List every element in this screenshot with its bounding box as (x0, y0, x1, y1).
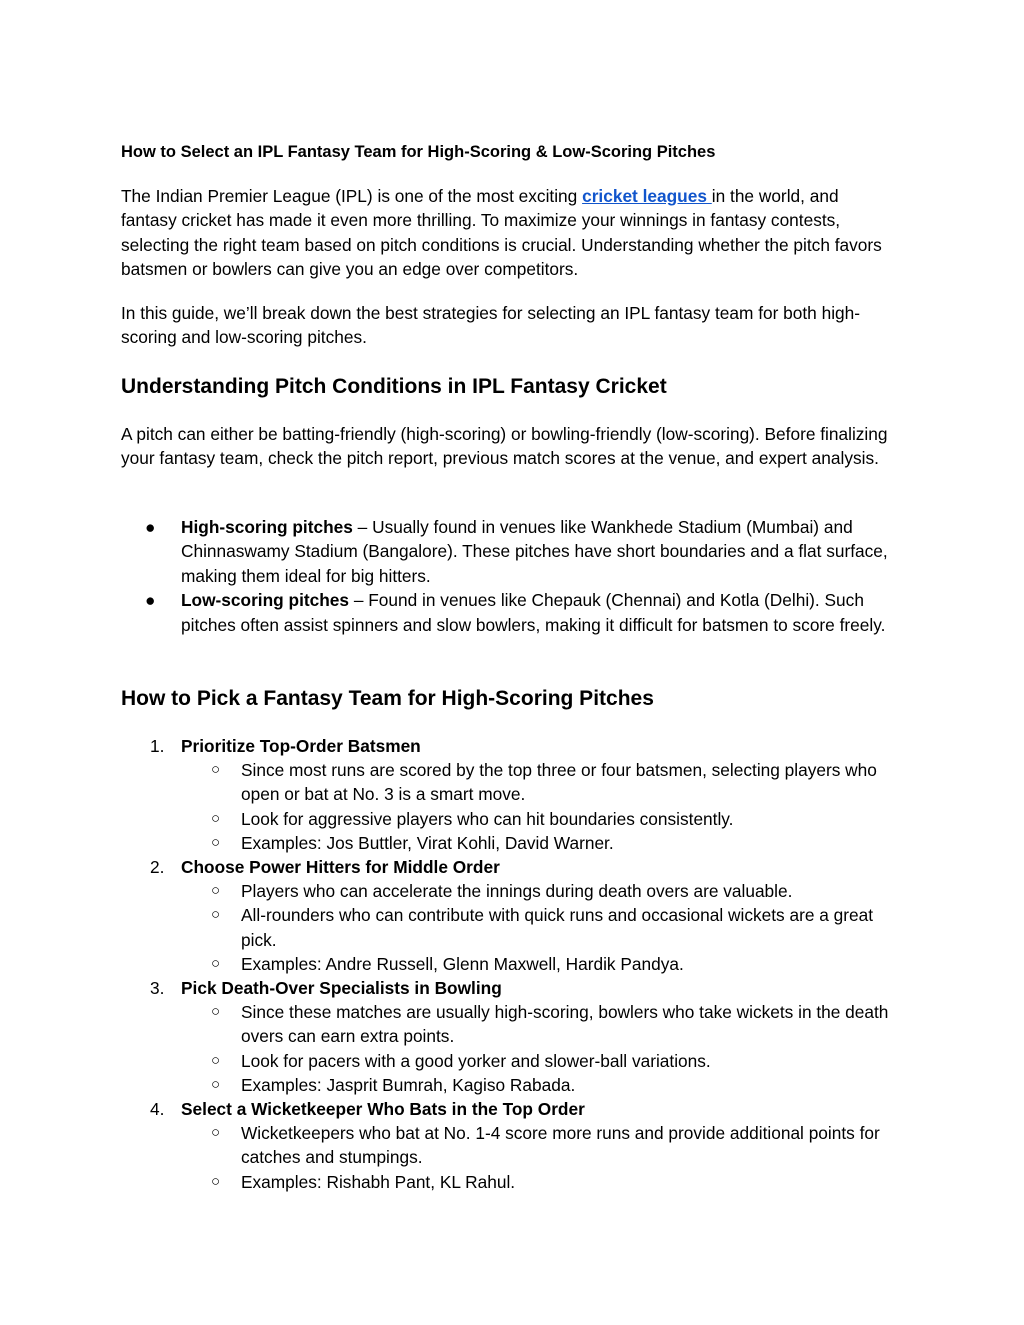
sub-item (181, 1049, 901, 1073)
circle-marker: ○ (211, 954, 221, 972)
sub-item-text: Since these matches are usually high-scoring, bowlers who take wickets in the death overs can earn extra points. (241, 1002, 889, 1047)
circle-marker: ○ (211, 761, 221, 779)
circle-marker: ○ (211, 882, 221, 900)
sub-item-text: All-rounders who can contribute with quick runs and occasional wickets are a great pick. (241, 905, 874, 950)
circle-marker: ○ (211, 1003, 221, 1021)
step-title: Prioritize Top-Order Batsmen (181, 736, 421, 756)
pitch-types-list (121, 515, 901, 637)
circle-marker: ○ (211, 833, 221, 851)
sub-item-text: Examples: Jasprit Bumrah, Kagiso Rabada. (241, 1074, 576, 1095)
step-item (121, 855, 901, 976)
section-heading-pitch-conditions: Understanding Pitch Conditions in IPL Fantasy Cricket (121, 375, 667, 398)
step-number: 2. (150, 857, 165, 878)
sub-item-text: Look for pacers with a good yorker and slower-ball variations. (241, 1050, 711, 1071)
intro-text-start: The Indian Premier League (IPL) is one of the most exciting (121, 186, 583, 206)
step-number: 3. (150, 978, 165, 999)
step-sublist (181, 758, 901, 855)
sub-item (181, 758, 901, 806)
sub-item (181, 879, 901, 903)
list-item-high-scoring (121, 515, 901, 588)
sub-item (181, 903, 901, 951)
intro-text-end: in the world, and fantasy cricket has made it even more thrilling. To maximize your winnings in fantasy contests, selecting the right team based on pitch conditions is crucial. Understanding whether the pitch favors batsmen or bowlers can give you an edge over competitors. (121, 186, 882, 280)
document-title: How to Select an IPL Fantasy Team for High-Scoring & Low-Scoring Pitches (121, 143, 716, 161)
cricket-leagues-link[interactable]: cricket leagues (582, 186, 712, 206)
step-item (121, 734, 901, 855)
sub-item-text: Players who can accelerate the innings during death overs are valuable. (241, 881, 793, 902)
sub-item (181, 1073, 901, 1097)
list-item-term: Low-scoring pitches (181, 590, 350, 611)
step-item (121, 1097, 901, 1194)
step-title: Select a Wicketkeeper Who Bats in the Top Order (181, 1099, 585, 1120)
step-item (121, 976, 901, 1097)
step-title: Choose Power Hitters for Middle Order (181, 857, 500, 878)
step-sublist (181, 1000, 901, 1097)
list-item-text: – Found in venues like Chepauk (Chennai) and Kotla (Delhi). Such pitches often assist spinners and slow bowlers, making it difficult for batsmen to score freely. (181, 590, 886, 635)
sub-item (181, 952, 901, 976)
step-sublist (181, 879, 901, 976)
sub-item (181, 1170, 901, 1194)
sub-item-text: Since most runs are scored by the top three or four batsmen, selecting players who open or bat at No. 3 is a smart move. (241, 760, 877, 805)
bullet-marker: ● (145, 517, 156, 537)
pitch-conditions-paragraph: A pitch can either be batting-friendly (high-scoring) or bowling-friendly (low-scoring). Before finalizing your fantasy team, check the pitch report, previous match scores at the venue, and expert analysis. (121, 424, 888, 469)
bullet-marker: ● (145, 590, 156, 611)
circle-marker: ○ (211, 1124, 221, 1142)
sub-item-text: Examples: Andre Russell, Glenn Maxwell, Hardik Pandya. (241, 953, 684, 974)
sub-item-text: Look for aggressive players who can hit boundaries consistently. (241, 808, 734, 829)
list-item-text: – Usually found in venues like Wankhede Stadium (Mumbai) and Chinnaswamy Stadium (Bangalore). These pitches have short boundaries and a flat surface, making them ideal for big hitters. (181, 517, 888, 586)
sub-item (181, 1121, 901, 1169)
circle-marker: ○ (211, 809, 221, 827)
step-number: 1. (150, 736, 165, 756)
list-item-term: High-scoring pitches (181, 517, 353, 537)
circle-marker: ○ (211, 1075, 221, 1093)
step-title: Pick Death-Over Specialists in Bowling (181, 978, 502, 999)
high-scoring-steps-list (121, 734, 901, 1194)
circle-marker: ○ (211, 1172, 221, 1190)
circle-marker: ○ (211, 906, 221, 924)
list-item-low-scoring (121, 588, 901, 637)
sub-item-text: Examples: Rishabh Pant, KL Rahul. (241, 1171, 516, 1192)
sub-item-text: Examples: Jos Buttler, Virat Kohli, David Warner. (241, 832, 614, 853)
sub-item (181, 1000, 901, 1048)
section-heading-high-scoring: How to Pick a Fantasy Team for High-Scoring Pitches (121, 687, 654, 710)
sub-item-text: Wicketkeepers who bat at No. 1-4 score more runs and provide additional points for catches and stumpings. (241, 1123, 880, 1168)
sub-item (181, 831, 901, 855)
circle-marker: ○ (211, 1051, 221, 1069)
step-number: 4. (150, 1099, 165, 1120)
guide-paragraph: In this guide, we’ll break down the best strategies for selecting an IPL fantasy team for both high-scoring and low-scoring pitches. (121, 303, 861, 348)
step-sublist (181, 1121, 901, 1194)
intro-paragraph (121, 184, 896, 282)
sub-item (181, 807, 901, 831)
